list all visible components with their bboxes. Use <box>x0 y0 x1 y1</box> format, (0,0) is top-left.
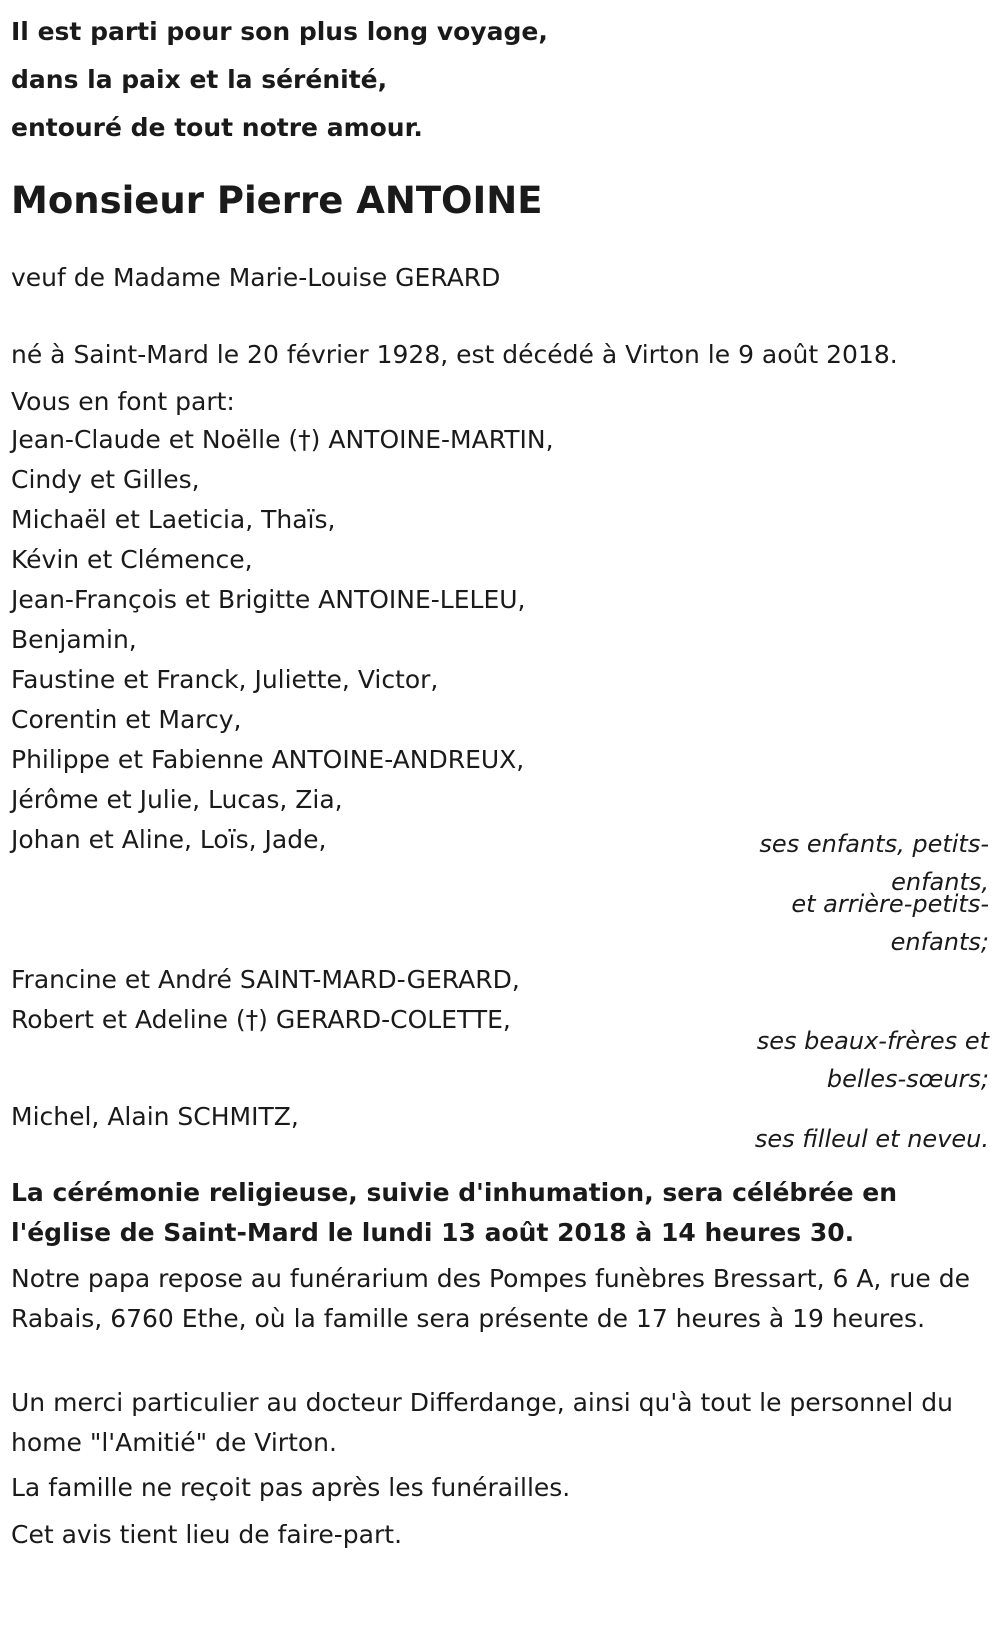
epigraph <box>11 8 548 152</box>
epigraph-line: dans la paix et la sérénité, <box>11 65 388 94</box>
no-reception-paragraph: La famille ne reçoit pas après les funérailles. <box>11 1473 571 1502</box>
family-line: Kévin et Clémence, <box>11 545 253 574</box>
family-line: Robert et Adeline (†) GERARD-COLETTE, <box>11 1005 511 1034</box>
family-line: Philippe et Fabienne ANTOINE-ANDREUX, <box>11 745 525 774</box>
notice-paragraph: Cet avis tient lieu de faire-part. <box>11 1520 403 1549</box>
family-line: Jean-Claude et Noëlle (†) ANTOINE-MARTIN, <box>11 425 554 454</box>
family-line: Jérôme et Julie, Lucas, Zia, <box>11 785 343 814</box>
family-line: Cindy et Gilles, <box>11 465 200 494</box>
children-relation-line: enfants; <box>890 928 989 956</box>
deceased-name: Monsieur Pierre ANTOINE <box>11 179 543 222</box>
children-list <box>11 420 554 860</box>
ceremony-paragraph: La cérémonie religieuse, suivie d'inhumation, sera célébrée en l'église de Saint-Mard le lundi 13 août 2018 à 14 heures 30. <box>11 1178 898 1247</box>
birth-death-line: né à Saint-Mard le 20 février 1928, est décédé à Virton le 9 août 2018. <box>11 340 898 369</box>
family-line: Johan et Aline, Loïs, Jade, <box>11 825 327 854</box>
family-line: Benjamin, <box>11 625 137 654</box>
godchildren-line: Michel, Alain SCHMITZ, <box>11 1102 299 1131</box>
children-relation-line: enfants, <box>891 868 989 896</box>
family-line: Francine et André SAINT-MARD-GERARD, <box>11 965 520 994</box>
godchildren-relation: ses filleul et neveu. <box>754 1125 989 1153</box>
epigraph-line: entouré de tout notre amour. <box>11 113 423 142</box>
family-line: Corentin et Marcy, <box>11 705 242 734</box>
inlaws-relation-line: belles-sœurs; <box>826 1065 989 1093</box>
rest-notice-paragraph: Notre papa repose au funérarium des Pompes funèbres Bressart, 6 A, rue de Rabais, 6760 Ethe, où la famille sera présente de 17 heures à 19 heures. <box>11 1264 971 1333</box>
family-line: Faustine et Franck, Juliette, Victor, <box>11 665 439 694</box>
obituary-document <box>11 0 989 1644</box>
widower-line: veuf de Madame Marie-Louise GERARD <box>11 263 501 292</box>
family-line: Michaël et Laeticia, Thaïs, <box>11 505 336 534</box>
inlaws-list <box>11 960 520 1040</box>
children-relation-line: ses enfants, petits- <box>759 830 989 858</box>
epigraph-line: Il est parti pour son plus long voyage, <box>11 17 548 46</box>
family-intro: Vous en font part: <box>11 387 235 416</box>
children-relation-line: et arrière-petits- <box>791 890 989 918</box>
family-line: Jean-François et Brigitte ANTOINE-LELEU, <box>11 585 526 614</box>
inlaws-relation-line: ses beaux-frères et <box>756 1027 989 1055</box>
thanks-paragraph: Un merci particulier au docteur Differdange, ainsi qu'à tout le personnel du home "l'Amitié" de Virton. <box>11 1388 953 1457</box>
